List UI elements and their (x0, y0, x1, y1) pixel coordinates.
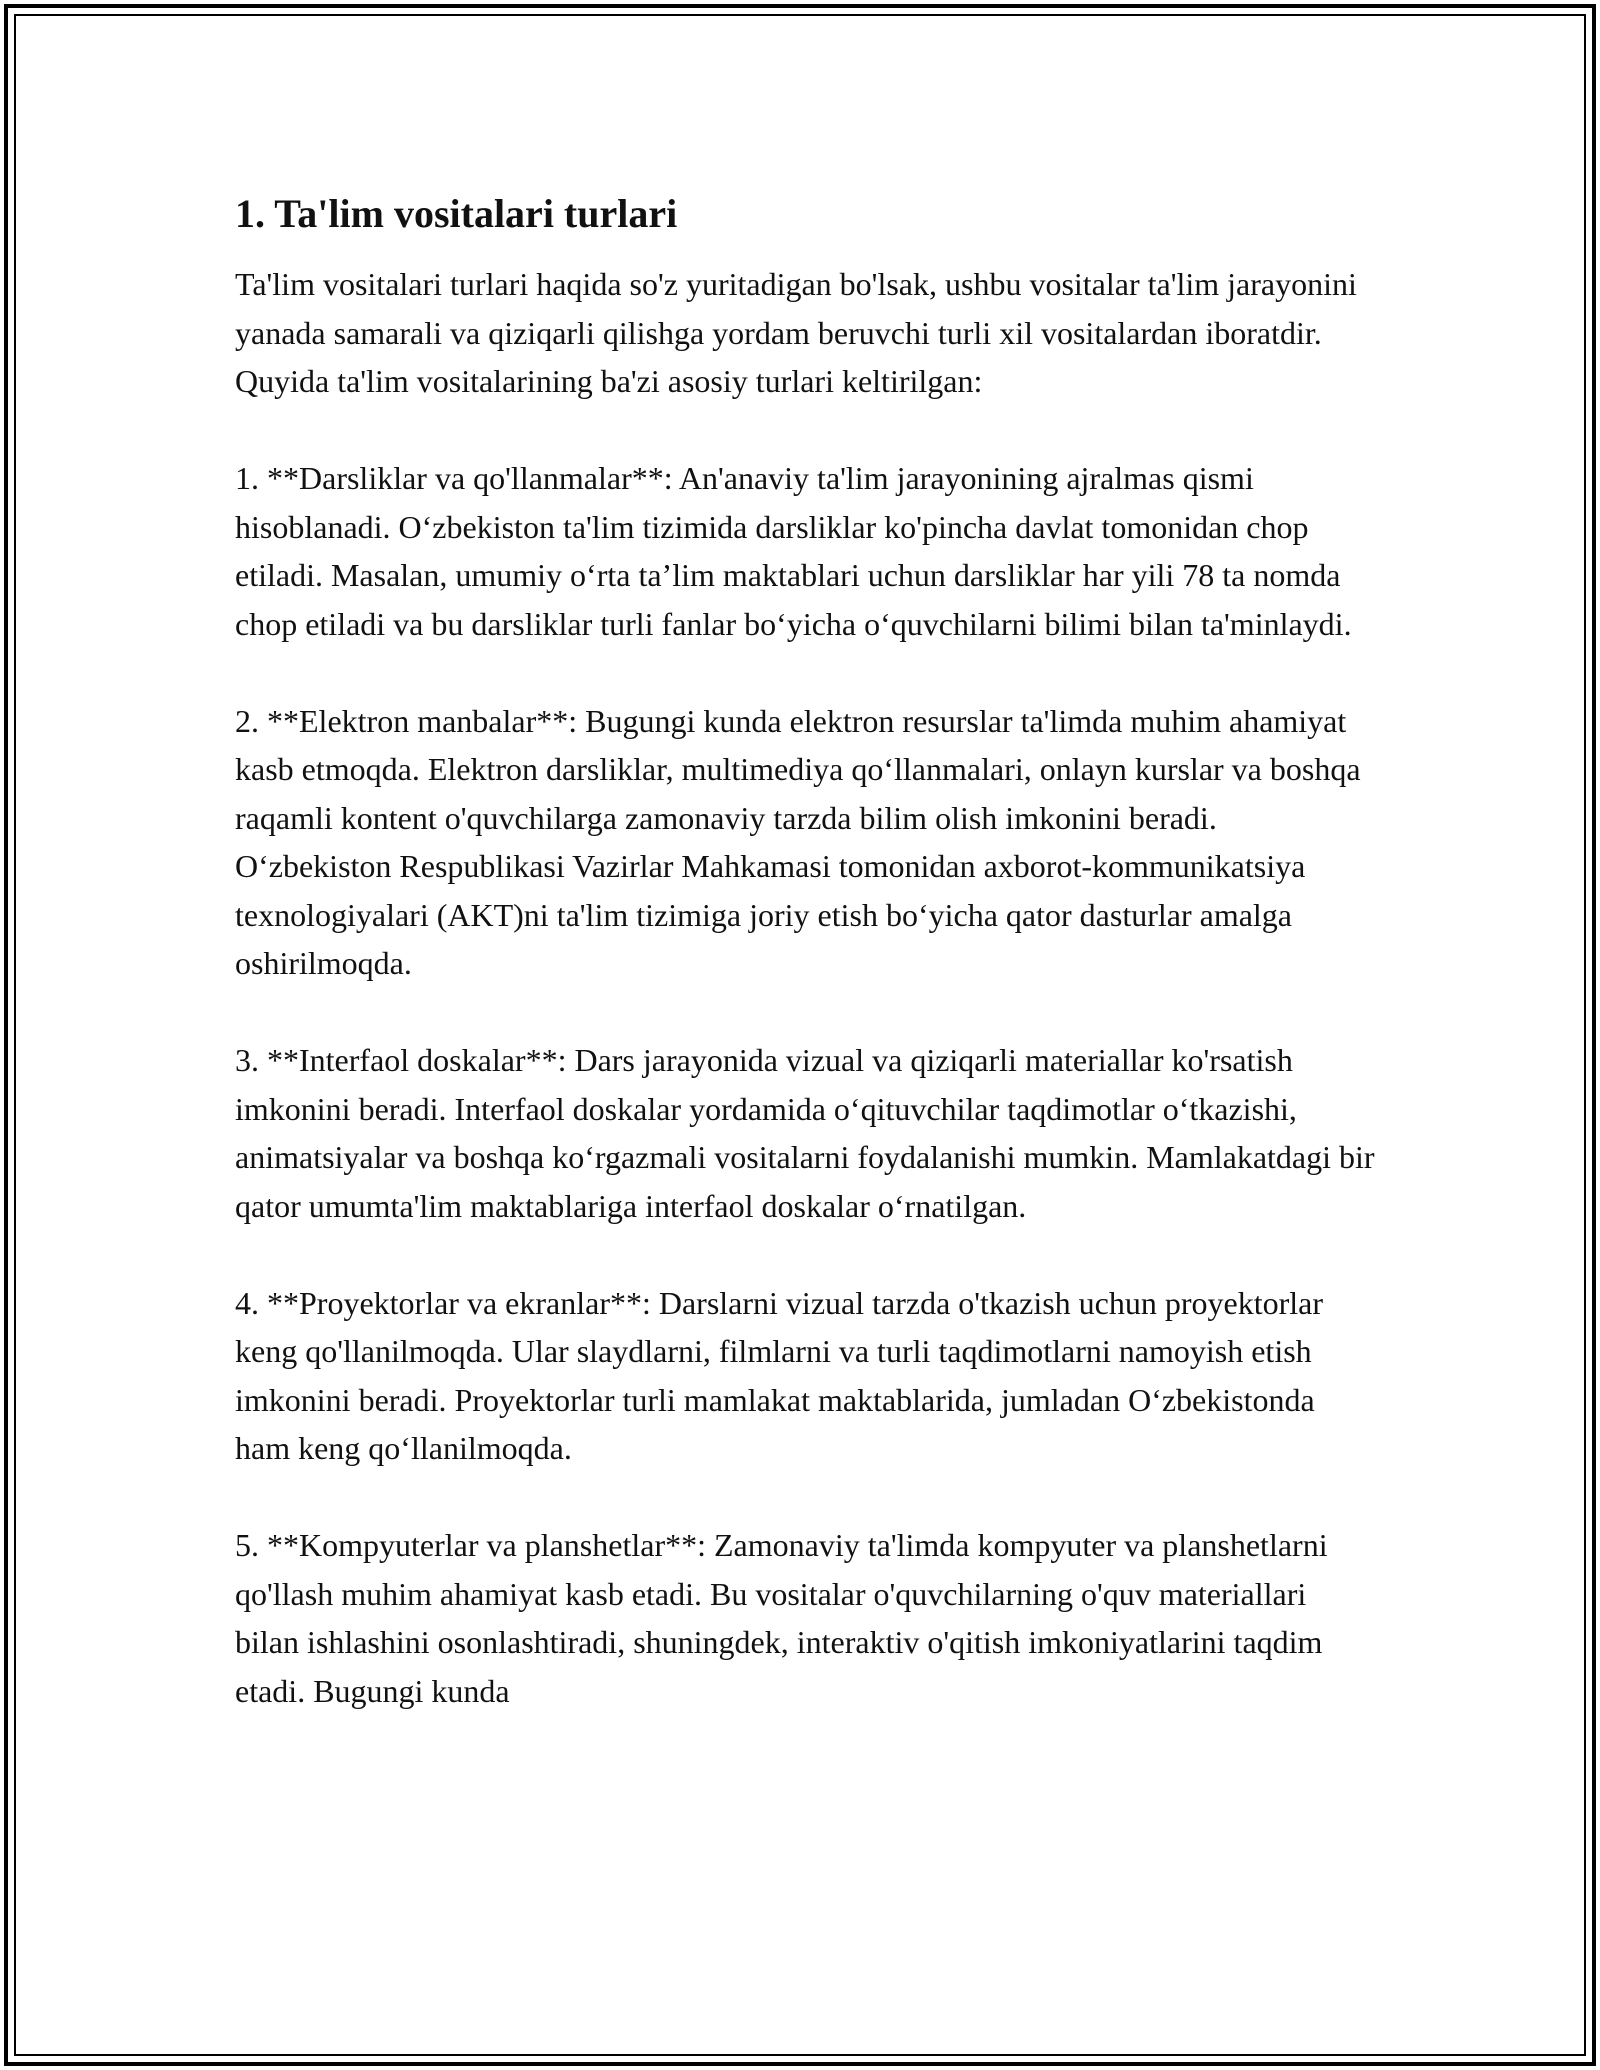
document-body (235, 188, 1375, 1764)
list-item-darsliklar: 1. **Darsliklar va qo'llanmalar**: An'anaviy ta'lim jarayonining ajralmas qismi hisoblanadi. O‘zbekiston ta'lim tizimida darsliklar ko'pincha davlat tomonidan chop etiladi. Masalan, umumiy o‘rta ta’lim maktablari uchun darsliklar har yili 78 ta nomda chop etiladi va bu darsliklar turli fanlar bo‘yicha o‘quvchilarni bilimi bilan ta'minlaydi. (235, 460, 1352, 642)
list-item-proyektorlar: 4. **Proyektorlar va ekranlar**: Darslarni vizual tarzda o'tkazish uchun proyektorlar keng qo'llanilmoqda. Ular slaydlarni, filmlarni va turli taqdimotlarni namoyish etish imkonini beradi. Proyektorlar turli mamlakat maktablarida, jumladan O‘zbekistonda ham keng qo‘llanilmoqda. (235, 1284, 1324, 1466)
intro-paragraph: Ta'lim vositalari turlari haqida so'z yuritadigan bo'lsak, ushbu vositalar ta'lim jarayonini yanada samarali va qiziqarli qilishga yordam beruvchi turli xil vositalardan iboratdir. Quyida ta'lim vositalarining ba'zi asosiy turlari keltirilgan: (235, 266, 1357, 399)
section-heading: 1. Ta'lim vositalari turlari (235, 191, 678, 236)
list-item-elektron-manbalar: 2. **Elektron manbalar**: Bugungi kunda elektron resurslar ta'limda muhim ahamiyat kasb etmoqda. Elektron darsliklar, multimediya qo‘llanmalari, onlayn kurslar va boshqa raqamli kontent o'quvchilarga zamonaviy tarzda bilim olish imkonini beradi. O‘zbekiston Respublikasi Vazirlar Mahkamasi tomonidan axborot-kommunikatsiya texnologiyalari (AKT)ni ta'lim tizimiga joriy etish bo‘yicha qator dasturlar amalga oshirilmoqda. (235, 702, 1361, 981)
list-item-kompyuterlar: 5. **Kompyuterlar va planshetlar**: Zamonaviy ta'limda kompyuter va planshetlarni qo'llash muhim ahamiyat kasb etadi. Bu vositalar o'quvchilarning o'quv materiallari bilan ishlashini osonlashtiradi, shuningdek, interaktiv o'qitish imkoniyatlarini taqdim etadi. Bugungi kunda (235, 1527, 1328, 1709)
list-item-interfaol-doskalar: 3. **Interfaol doskalar**: Dars jarayonida vizual va qiziqarli materiallar ko'rsatish imkonini beradi. Interfaol doskalar yordamida o‘qituvchilar taqdimotlar o‘tkazishi, animatsiyalar va boshqa ko‘rgazmali vositalarni foydalanishi mumkin. Mamlakatdagi bir qator umumta'lim maktablariga interfaol doskalar o‘rnatilgan. (235, 1042, 1375, 1224)
